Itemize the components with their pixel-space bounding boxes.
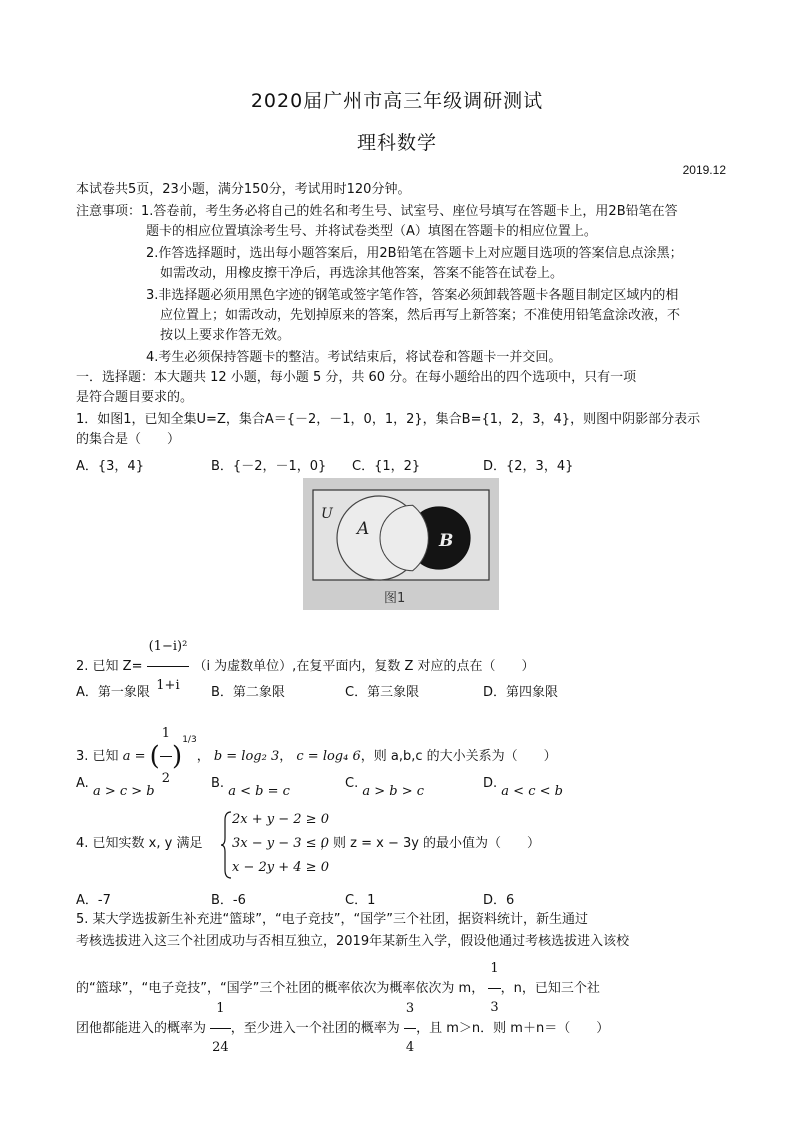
notice-line-1 xyxy=(76,202,678,222)
q2-option-d: D．第四象限 xyxy=(483,685,559,700)
q3-option-d-letter: D. xyxy=(483,776,498,791)
figure-caption: 图1 xyxy=(384,591,406,606)
venn-diagram xyxy=(303,478,499,610)
notice-label: 注意事项： xyxy=(76,204,142,219)
q5-line-a: 5. 某大学选拔新生补充进“篮球”，“电子竞技”，“国学”三个社团，据资料统计，新生通过 xyxy=(76,912,588,927)
q3-option-b xyxy=(211,776,290,799)
q3-a-expr: a = xyxy=(122,749,146,764)
q1-option-c: C．{1，2} xyxy=(352,459,421,474)
q5-line-d-post: ，且 m＞n．则 m＋n＝（ ） xyxy=(416,1021,610,1036)
q3-a-fraction xyxy=(160,712,172,801)
q3-a-exponent: 1/3 xyxy=(182,735,197,745)
q5-line-d-pre: 团他都能进入的概率为 xyxy=(76,1021,207,1036)
q5-line-d-mid: ，至少进入一个社团的概率为 xyxy=(230,1021,400,1036)
q5-third-den: 3 xyxy=(490,1000,499,1015)
q1-option-b: B．{－2，－1，0} xyxy=(211,459,327,474)
q3-option-b-expr: a < b = c xyxy=(228,784,290,799)
q1-option-a: A．{3，4} xyxy=(76,459,144,474)
q1-option-d: D．{2，3，4} xyxy=(483,459,574,474)
q2-fraction xyxy=(147,628,190,705)
notice-item-2b: 如需改动，用橡皮擦干净后，再选涂其他答案，答案不能答在试卷上。 xyxy=(160,266,564,281)
q5-fraction-3-4 xyxy=(404,990,416,1067)
q5-line-b: 考核选拔进入这三个社团成功与否相互独立，2019年某新生入学，假设他通过考核选拔进入该校 xyxy=(76,934,630,949)
q3-a-num: 1 xyxy=(160,712,172,757)
q2-option-a: A．第一象限 xyxy=(76,685,150,700)
q4-inequality-1: 2x + y − 2 ≥ 0 xyxy=(232,812,329,827)
q4-inequality-3: x − 2y + 4 ≥ 0 xyxy=(232,860,329,875)
q5-frac1-num: 1 xyxy=(210,990,231,1029)
q3-a-den: 2 xyxy=(161,771,171,786)
q4-option-b: B．-6 xyxy=(211,893,246,908)
label-b: B xyxy=(439,531,454,551)
q3-suffix: ，则 a,b,c 的大小关系为（ ） xyxy=(360,749,557,764)
q3-option-a-letter: A. xyxy=(76,776,89,791)
q3-option-a xyxy=(76,776,155,799)
q3-c-expr: c = log₄ 6 xyxy=(296,749,361,764)
q5-fraction-1-24 xyxy=(210,990,231,1067)
q3-option-d xyxy=(483,776,563,799)
notice-item-1a: 1.答卷前，考生务必将自己的姓名和考生号、试室号、座位号填写在答题卡上，用2B铅笔在答 xyxy=(141,204,678,219)
notice-item-3b: 应位置上；如需改动，先划掉原来的答案，然后再写上新答案；不准使用铅笔盒涂改液，不 xyxy=(160,308,681,323)
section-heading-b: 是符合题目要求的。 xyxy=(76,390,194,405)
q1-stem-b: 的集合是（ ） xyxy=(76,432,181,447)
q4-option-d: D．6 xyxy=(483,893,515,908)
q4-option-c: C．1 xyxy=(345,893,376,908)
q5-line-c-pre: 的“篮球”，“电子竞技”，“国学”三个社团的概率依次为概率依次为 m， xyxy=(76,981,485,996)
q2-option-b: B．第二象限 xyxy=(211,685,285,700)
exam-subject: 理科数学 xyxy=(356,132,437,154)
q3-option-b-letter: B. xyxy=(211,776,225,791)
q5-frac2-den: 4 xyxy=(405,1040,415,1055)
exam-date: 2019.12 xyxy=(682,163,726,177)
q3-option-c-expr: a > b > c xyxy=(362,784,425,799)
venn-figure xyxy=(303,478,499,610)
q3-stem: 3. 已知 a = ( $\frac{1}{2}$ )$^{1/3}$， b = log₂ 3， c = log₄ 6，则 a,b,c 的大小关系为（ ） xyxy=(76,712,557,758)
q3-b-expr: b = log₂ 3 xyxy=(213,749,280,764)
q2-prefix: 2. 已知 Z= xyxy=(76,659,143,674)
q2-denominator: 1+i xyxy=(156,678,180,693)
q5-frac1-den: 24 xyxy=(212,1040,229,1055)
q5-line-c xyxy=(76,950,600,1015)
q3-option-a-expr: a > c > b xyxy=(92,784,155,799)
q3-option-d-expr: a < c < b xyxy=(501,784,563,799)
notice-item-3a: 3.非选择题必须用黑色字迹的钢笔或签字笔作答，答案必须卸载答题卡各题目制定区域内的相 xyxy=(146,288,679,303)
q3-option-c xyxy=(345,776,425,799)
q5-line-d xyxy=(76,990,610,1055)
q5-frac2-num: 3 xyxy=(404,990,416,1029)
q3-paren-right: ) xyxy=(172,741,183,772)
q5-line-c-post: ，n，已知三个社 xyxy=(500,981,600,996)
notice-item-3c: 按以上要求作答无效。 xyxy=(160,328,291,343)
q4-suffix: ，则 z = x − 3y 的最小值为（ ） xyxy=(320,836,541,851)
q2-option-c: C．第三象限 xyxy=(345,685,420,700)
label-u: U xyxy=(321,506,333,522)
notice-item-4: 4.考生必须保持答题卡的整洁。考试结束后，将试卷和答题卡一并交回。 xyxy=(146,350,562,365)
q4-prefix: 4. 已知实数 x, y 满足 xyxy=(76,836,203,851)
notice-item-2a: 2.作答选择题时，选出每小题答案后，用2B铅笔在答题卡上对应题目选项的答案信息点涂黑； xyxy=(146,246,683,261)
q4-option-a: A．-7 xyxy=(76,893,111,908)
label-a: A xyxy=(357,519,370,539)
notice-item-1b: 题卡的相应位置填涂考生号、并将试卷类型（A）填图在答题卡的相应位置上。 xyxy=(146,224,597,239)
q3-prefix: 3. 已知 xyxy=(76,749,119,764)
q3-option-c-letter: C. xyxy=(345,776,359,791)
q5-third-num: 1 xyxy=(488,950,500,989)
q4-inequality-2: 3x − y − 3 ≤ 0 xyxy=(232,836,329,851)
q3-paren-left: ( xyxy=(149,741,160,772)
exam-title: 2020届广州市高三年级调研测试 xyxy=(250,90,544,112)
section-heading-a: 一．选择题：本大题共 12 小题，每小题 5 分，共 60 分。在每小题给出的四个选项中，只有一项 xyxy=(76,370,637,385)
q2-suffix: （i 为虚数单位）,在复平面内，复数 Z 对应的点在（ ） xyxy=(193,659,535,674)
intro-text: 本试卷共5页，23小题，满分150分，考试用时120分钟。 xyxy=(76,182,411,197)
q1-stem-a: 1．如图1，已知全集U=Z，集合A＝{－2，－1，0，1，2}，集合B={1，2，3，4}，则图中阴影部分表示 xyxy=(76,412,701,427)
q2-numerator: (1−i)² xyxy=(147,628,190,667)
